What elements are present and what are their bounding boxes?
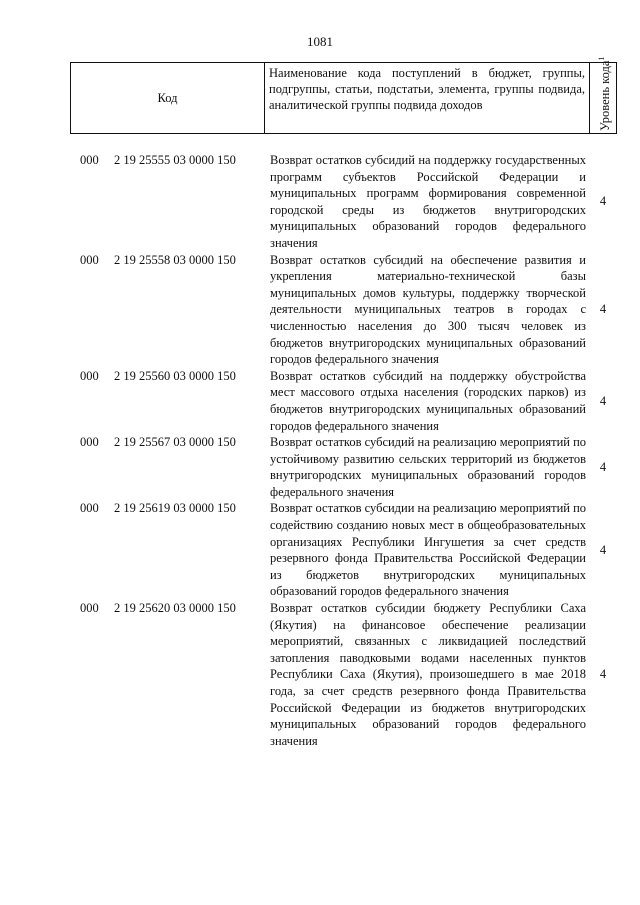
code-level: 4 (599, 393, 607, 408)
level-cell (586, 500, 620, 600)
income-code: 2 19 25555 03 0000 150 (114, 153, 236, 167)
income-code: 2 19 25560 03 0000 150 (114, 368, 236, 383)
level-cell (586, 252, 620, 368)
level-cell (586, 600, 620, 749)
header-level-label: Уровень кода (598, 60, 613, 131)
code-level: 4 (599, 542, 607, 557)
header-name-cell (265, 63, 590, 134)
header-name-label: Наименование кода поступлений в бюджет, группы, подгруппы, статьи, подстатьи, элемента, группы подвида, аналитической группы подвида доходов (269, 66, 585, 112)
admin-code: 000 (80, 501, 99, 516)
code-level: 4 (599, 667, 607, 682)
table-header (70, 56, 617, 134)
income-name: Возврат остатков субсидии на реализацию мероприятий по содействию созданию новых мест в общеобразовательных организациях Республики Ингушетия за счет средств резервного фонда Правительства Российской Федерации из бюджетов внутригородских муниципальных образований городов федерального значения (270, 501, 587, 599)
header-level-vertical (594, 57, 613, 131)
admin-code: 000 (80, 252, 99, 267)
income-name: Возврат остатков субсидий на обеспечение развития и укрепления материально-технической базы муниципальных домов культуры, поддержку творческой деятельности муниципальных театров в городах с численностью населения до 300 тысяч человек из бюджетов внутригородских муниципальных образований городов федерального значения (270, 252, 586, 367)
level-cell (586, 368, 620, 434)
income-code: 2 19 25620 03 0000 150 (114, 601, 236, 616)
admin-code: 000 (80, 435, 99, 450)
page-number: 1081 (307, 34, 333, 49)
income-name: Возврат остатков субсидий на поддержку государственных программ субъектов Российской Федерации и муниципальных программ формирования современной городской среды из бюджетов внутригородских муниципальных образований городов федерального значения (270, 153, 586, 250)
table-row (80, 434, 620, 500)
code-level: 4 (599, 459, 607, 474)
income-name: Возврат остатков субсидии бюджету Республики Саха (Якутия) на финансовое обеспечение реализации мероприятий, связанных с ликвидацией последствий затопления паводковыми водами населенных пунктов Республики Саха (Якутия), произошедшего в мае 2018 года, за счет средств резервного фонда Правительства Российской Федерации из бюджетов внутригородских муниципальных образований городов федерального значения (270, 601, 586, 748)
header-level-cell (590, 56, 617, 134)
income-code: 2 19 25567 03 0000 150 (114, 435, 236, 450)
header-code-cell (71, 63, 265, 134)
income-code: 2 19 25619 03 0000 150 (114, 501, 236, 516)
table-body (80, 152, 620, 749)
table-row (80, 368, 620, 434)
table-row (80, 252, 620, 368)
admin-code: 000 (80, 153, 99, 167)
code-level: 4 (599, 194, 607, 209)
admin-code: 000 (80, 601, 99, 616)
level-cell (586, 434, 620, 500)
income-name: Возврат остатков субсидий на поддержку обустройства мест массового отдыха населения (городских парков) из бюджетов внутригородских муниципальных образований городов федерального значения (270, 368, 586, 433)
income-code: 2 19 25558 03 0000 150 (114, 252, 236, 267)
level-cell (586, 152, 620, 252)
header-level-footnote: 1 (597, 56, 606, 61)
table-row (80, 152, 620, 252)
code-level: 4 (599, 302, 607, 317)
table-row (80, 500, 620, 600)
admin-code: 000 (80, 368, 99, 383)
header-code-label: Код (157, 91, 178, 105)
table-row (80, 600, 620, 749)
income-name: Возврат остатков субсидий на реализацию мероприятий по устойчивому развитию сельских территорий из бюджетов внутригородских муниципальных образований городов федерального значения (270, 435, 587, 499)
